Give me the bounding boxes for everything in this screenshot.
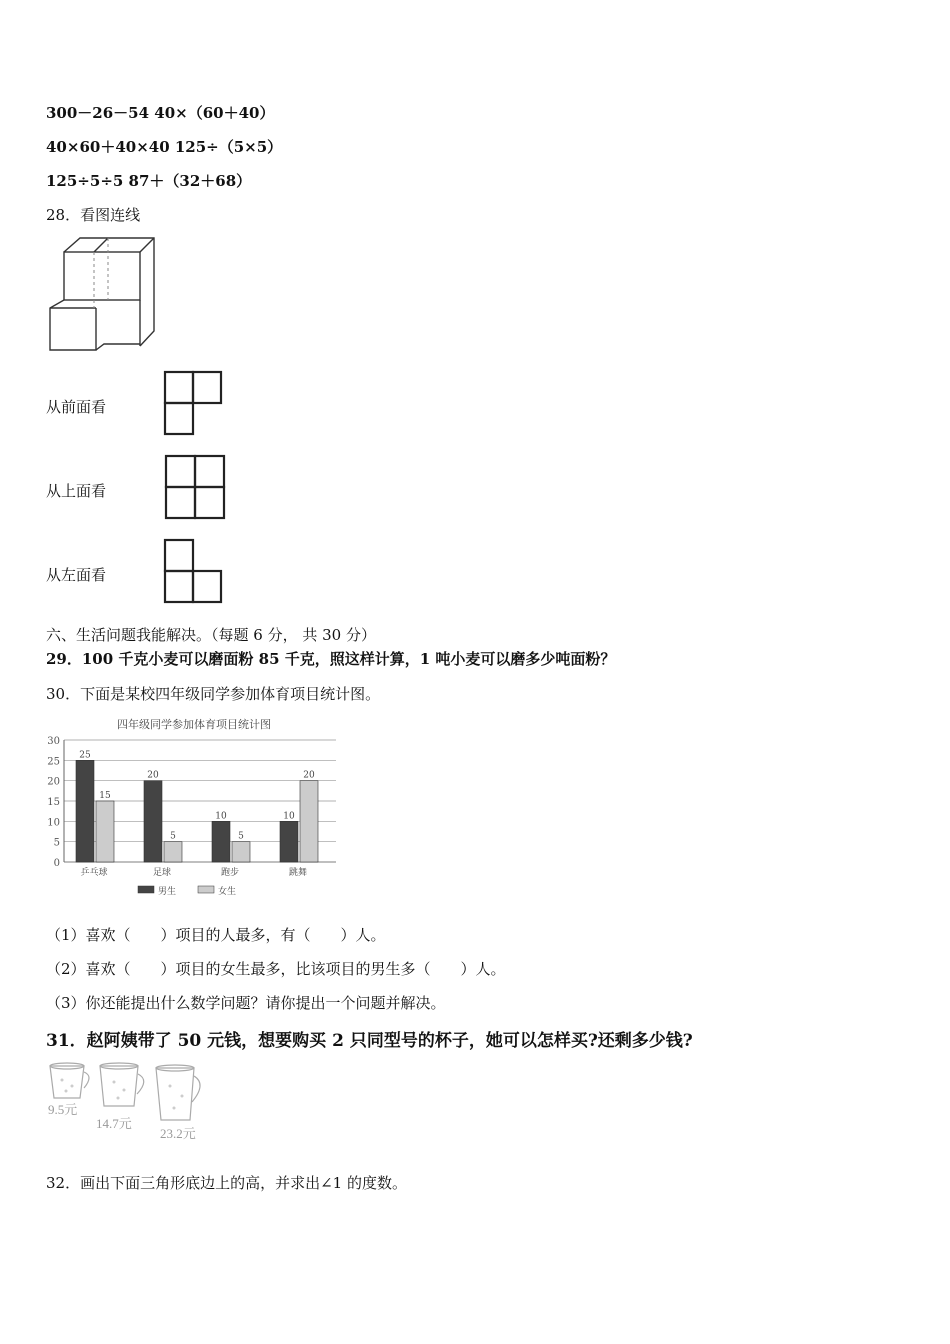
y-tick-label: 10 [47,817,60,829]
q29: 29．100 千克小麦可以磨面粉 85 千克，照这样计算，1 吨小麦可以磨多少吨面粉？ [46,650,616,668]
y-tick-label: 5 [53,837,60,849]
top-view-shape [165,454,227,520]
y-tick-label: 20 [47,776,60,788]
chart-title: 四年级同学参加体育项目统计图 [117,718,271,731]
cups-illustration [44,1058,224,1148]
category-label: 跳舞 [288,868,308,878]
bar-girls [164,842,182,862]
calc-line-2: 40×60＋40×40 125÷（5×5） [46,138,283,156]
bar-girls [300,781,318,862]
view-label-top: 从上面看 [46,482,107,500]
calc-line-3: 125÷5÷5 87＋（32＋68） [46,172,252,190]
cup-icon [156,1068,194,1120]
y-tick-label: 0 [53,858,60,869]
data-label: 15 [99,791,111,801]
q31-title: 31．赵阿姨带了 50 元钱，想要购买 2 只同型号的杯子，她可以怎样买?还剩多少钱? [46,1031,693,1051]
front-view-shape [164,370,224,436]
bar-girls [96,801,114,862]
y-tick-label: 15 [47,797,60,808]
legend-swatch [138,886,154,893]
data-label: 10 [283,811,295,822]
section-6-heading: 六、生活问题我能解决。（每题 6 分， 共 30 分） [46,626,376,644]
solid-figure [44,236,164,361]
cup-price-1: 9.5元 [48,1102,78,1117]
category-label: 乒乓球 [80,868,108,878]
q32: 32．画出下面三角形底边上的高，并求出∠1 的度数。 [46,1174,407,1192]
q28-title: 28．看图连线 [46,206,141,224]
data-label: 5 [170,831,176,842]
data-label: 10 [215,811,227,822]
data-label: 20 [147,770,159,781]
category-label: 足球 [152,868,172,878]
y-tick-label: 30 [47,736,60,747]
q30-title: 30．下面是某校四年级同学参加体育项目统计图。 [46,685,381,703]
cup-price-2: 14.7元 [96,1116,132,1131]
cup-price-3: 23.2元 [160,1126,196,1141]
data-label: 5 [238,831,244,842]
y-tick-label: 25 [47,756,60,768]
legend-label: 女生 [218,887,237,897]
bar-boys [212,821,230,862]
data-label: 25 [79,750,91,761]
category-label: 跑步 [220,868,240,878]
bar-boys [144,781,162,862]
view-label-front: 从前面看 [46,398,107,416]
bar-boys [280,821,298,862]
view-label-left: 从左面看 [46,566,107,584]
data-label: 20 [303,770,315,781]
bar-girls [232,842,250,862]
cup-icon [50,1066,84,1098]
q30-sub1: （1）喜欢（ ）项目的人最多，有（ ）人。 [46,926,386,944]
bar-boys [76,760,94,862]
calc-line-1: 300－26－54 40×（60＋40） [46,104,275,122]
cup-icon [100,1066,138,1106]
legend-swatch [198,886,214,893]
bar-chart [44,714,344,899]
legend-label: 男生 [158,887,177,897]
q30-sub3: （3）你还能提出什么数学问题？请你提出一个问题并解决。 [46,994,446,1012]
left-view-shape [164,538,224,604]
q30-sub2: （2）喜欢（ ）项目的女生最多，比该项目的男生多（ ）人。 [46,960,506,978]
